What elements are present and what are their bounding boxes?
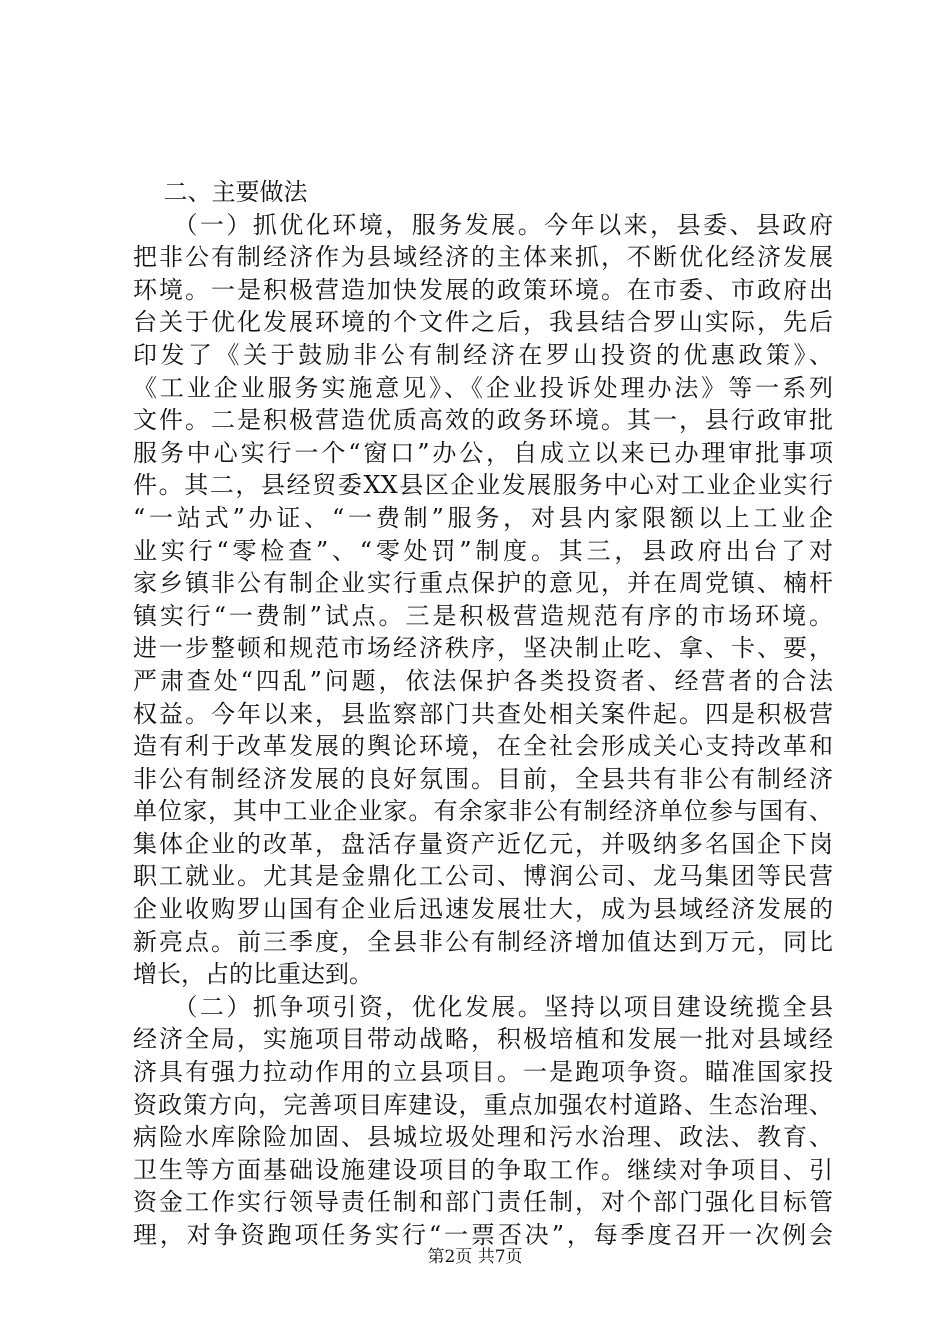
text-line: 济具有强力拉动作用的立县项目。一是跑项争资。瞄准国家投: [133, 1058, 833, 1087]
text-line: 集体企业的改革，盘活存量资产近亿元，并吸纳多名国企下岗: [133, 829, 833, 858]
text-line: 二、主要做法: [133, 178, 308, 206]
text-line: 病险水库除险加固、县城垃圾处理和污水治理、政法、教育、: [133, 1123, 833, 1152]
text-line: 严肃查处“四乱”问题，依法保护各类投资者、经营者的合法: [133, 666, 833, 695]
text-line: 理，对争资跑项任务实行“一票否决”，每季度召开一次例会: [133, 1221, 833, 1249]
text-line: 资金工作实行领导责任制和部门责任制，对个部门强化目标管: [133, 1188, 833, 1217]
text-line: 新亮点。前三季度，全县非公有制经济增加值达到万元，同比: [133, 927, 833, 956]
text-line: 非公有制经济发展的良好氛围。目前，全县共有非公有制经济: [133, 764, 833, 793]
text-line: 台关于优化发展环境的个文件之后，我县结合罗山实际，先后: [133, 308, 833, 337]
text-line: 业实行“零检查”、“零处罚”制度。其三，县政府出台了对: [133, 536, 833, 565]
text-line: 资政策方向，完善项目库建设，重点加强农村道路、生态治理、: [133, 1090, 833, 1119]
text-line: 家乡镇非公有制企业实行重点保护的意见，并在周党镇、楠杆: [133, 569, 833, 598]
text-line: 单位家，其中工业企业家。有余家非公有制经济单位参与国有、: [133, 797, 833, 826]
text-line: 把非公有制经济作为县域经济的主体来抓，不断优化经济发展: [133, 243, 833, 272]
text-line: 企业收购罗山国有企业后迅速发展壮大，成为县域经济发展的: [133, 895, 833, 924]
text-line: 文件。二是积极营造优质高效的政务环境。其一，县行政审批: [133, 406, 833, 435]
text-line: 职工就业。尤其是金鼎化工公司、博润公司、龙马集团等民营: [133, 862, 833, 891]
text-line: 印发了《关于鼓励非公有制经济在罗山投资的优惠政策》、: [133, 340, 833, 369]
text-line: “一站式”办证、“一费制”服务，对县内家限额以上工业企: [133, 503, 833, 532]
text-line: （二）抓争项引资，优化发展。坚持以项目建设统揽全县: [133, 992, 833, 1021]
page-footer: 第2页 共7页: [427, 1247, 523, 1267]
text-line: 增长，占的比重达到。: [133, 960, 373, 989]
text-line: 件。其二，县经贸委XX县区企业发展服务中心对工业企业实行: [133, 471, 833, 500]
text-line: 《工业企业服务实施意见》、《企业投诉处理办法》等一系列: [133, 373, 833, 402]
text-line: 环境。一是积极营造加快发展的政策环境。在市委、市政府出: [133, 275, 833, 304]
text-line: 造有利于改革发展的舆论环境，在全社会形成关心支持改革和: [133, 732, 833, 761]
text-line: 经济全局，实施项目带动战略，积极培植和发展一批对县域经: [133, 1025, 833, 1054]
document-body: [133, 176, 833, 1252]
text-line: 卫生等方面基础设施建设项目的争取工作。继续对争项目、引: [133, 1155, 833, 1184]
text-line: 服务中心实行一个“窗口”办公，自成立以来已办理审批事项: [133, 438, 833, 467]
text-line: 镇实行“一费制”试点。三是积极营造规范有序的市场环境。: [133, 601, 833, 630]
text-line: （一）抓优化环境，服务发展。今年以来，县委、县政府: [133, 210, 833, 239]
text-line: 进一步整顿和规范市场经济秩序，坚决制止吃、拿、卡、要，: [133, 634, 833, 663]
text-line: 权益。今年以来，县监察部门共查处相关案件起。四是积极营: [133, 699, 833, 728]
